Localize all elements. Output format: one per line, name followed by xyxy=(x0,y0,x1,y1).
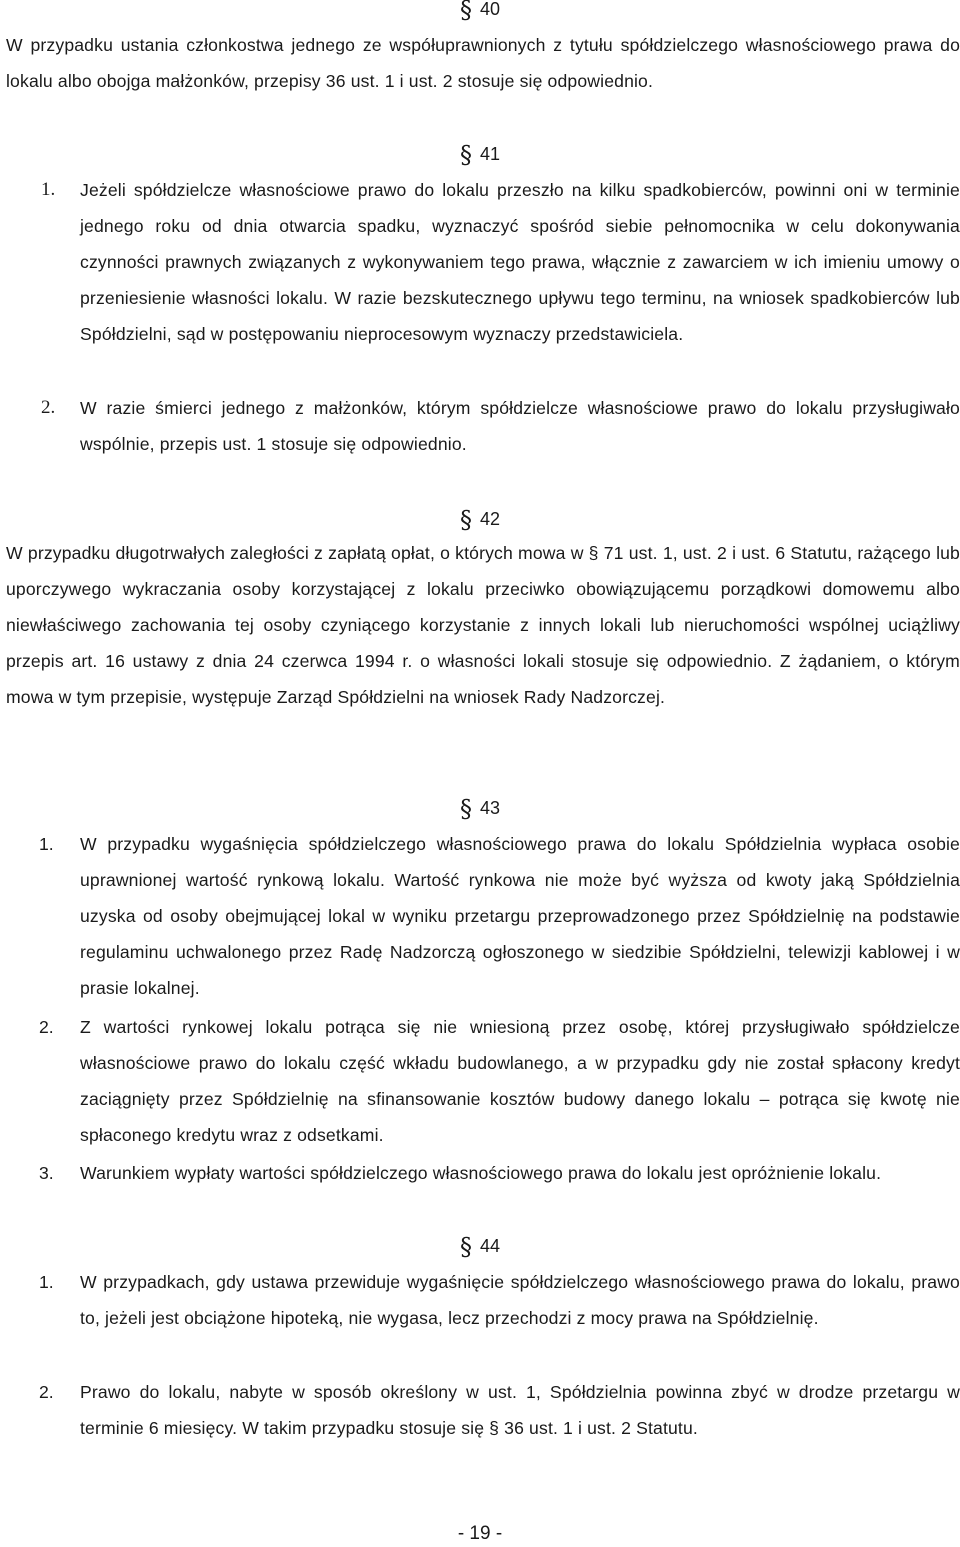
section-symbol: § xyxy=(459,795,472,823)
section-symbol: § xyxy=(459,1233,472,1261)
section-number: 43 xyxy=(479,798,501,818)
item-number: 1. xyxy=(39,834,54,854)
section-symbol: § xyxy=(459,0,472,24)
section-heading-44 xyxy=(0,1233,960,1261)
item-text: Jeżeli spółdzielcze własnościowe prawo do lokalu przeszło na kilku spadkobierców, powinni oni w terminie jednego roku od dnia otwarcia spadku, wyznaczyć spośród siebie pełnomocnika w celu dokonywania czynności prawnych związanych z wykonywaniem tego prawa, włącznie z zawarciem w ich imieniu umowy o przeniesienie własności lokalu. W razie bezskutecznego upływu tego terminu, na wniosek spadkobierców lub Spółdzielni, sąd w postępowaniu nieprocesowym wyznaczy przedstawiciela. xyxy=(80,180,960,344)
item-number: 1. xyxy=(41,179,56,200)
section-40-paragraph: W przypadku ustania członkostwa jednego ze współuprawnionych z tytułu spółdzielczego własnościowego prawa do lokalu albo obojga małżonków, przepisy 36 ust. 1 i ust. 2 stosuje się odpowiednio. xyxy=(6,35,960,91)
section-number: 40 xyxy=(479,0,501,19)
section-symbol: § xyxy=(459,141,472,169)
item-number: 2. xyxy=(39,1382,54,1402)
item-text: Warunkiem wypłaty wartości spółdzielczego własnościowego prawa do lokalu jest opróżnienie lokalu. xyxy=(80,1163,882,1183)
section-heading-41 xyxy=(0,141,960,169)
section-number: 42 xyxy=(479,509,501,529)
item-text: W przypadkach, gdy ustawa przewiduje wygaśnięcie spółdzielczego własnościowego prawa do lokalu, prawo to, jeżeli jest obciążone hipoteką, nie wygasa, lecz przechodzi z mocy prawa na Spółdzielnię. xyxy=(80,1272,960,1328)
section-heading-42 xyxy=(0,506,960,534)
page-number: - 19 - xyxy=(457,1523,503,1544)
section-heading-40 xyxy=(0,0,960,24)
item-number: 2. xyxy=(39,1017,54,1037)
item-text: Z wartości rynkowej lokalu potrąca się nie wniesioną przez osobę, której przysługiwało spółdzielcze własnościowe prawo do lokalu część wkładu budowlanego, a w przypadku gdy nie został spłacony kredyt zaciągnięty przez Spółdzielnię na sfinansowanie kosztów budowy danego lokalu – potrąca się kwotę nie spłaconego kredytu wraz z odsetkami. xyxy=(80,1017,960,1145)
item-number: 3. xyxy=(39,1163,54,1183)
section-symbol: § xyxy=(459,506,472,534)
section-heading-43 xyxy=(0,795,960,823)
item-number: 1. xyxy=(39,1272,54,1292)
item-text: Prawo do lokalu, nabyte w sposób określony w ust. 1, Spółdzielnia powinna zbyć w drodze przetargu w terminie 6 miesięcy. W takim przypadku stosuje się § 36 ust. 1 i ust. 2 Statutu. xyxy=(80,1382,960,1438)
item-text: W przypadku wygaśnięcia spółdzielczego własnościowego prawa do lokalu Spółdzielnia wypłaca osobie uprawnionej wartość rynkową lokalu. Wartość rynkowa nie może być wyższa od kwoty jaką Spółdzielnia uzyska od osoby obejmującej lokal w wyniku przetargu przeprowadzonego przez Spółdzielnię na podstawie regulaminu uchwalonego przez Radę Nadzorczą ogłoszonego w siedzibie Spółdzielni, telewizji kablowej i w prasie lokalnej. xyxy=(80,834,960,998)
section-number: 41 xyxy=(479,144,501,164)
section-42-paragraph: W przypadku długotrwałych zaległości z zapłatą opłat, o których mowa w § 71 ust. 1, ust. 2 i ust. 6 Statutu, rażącego lub uporczywego wykraczania osoby korzystającej z lokalu przeciwko obowiązującemu porządkowi domowemu albo niewłaściwego zachowania tej osoby czyniącego korzystanie z innych lokali lub nieruchomości wspólnej uciążliwy przepis art. 16 ustawy z dnia 24 czerwca 1994 r. o własności lokali stosuje się odpowiednio. Z żądaniem, o którym mowa w tym przepisie, występuje Zarząd Spółdzielni na wniosek Rady Nadzorczej. xyxy=(6,543,960,707)
item-text: W razie śmierci jednego z małżonków, którym spółdzielcze własnościowe prawo do lokalu przysługiwało wspólnie, przepis ust. 1 stosuje się odpowiednio. xyxy=(80,398,960,454)
item-number: 2. xyxy=(41,397,56,418)
section-number: 44 xyxy=(479,1236,501,1256)
